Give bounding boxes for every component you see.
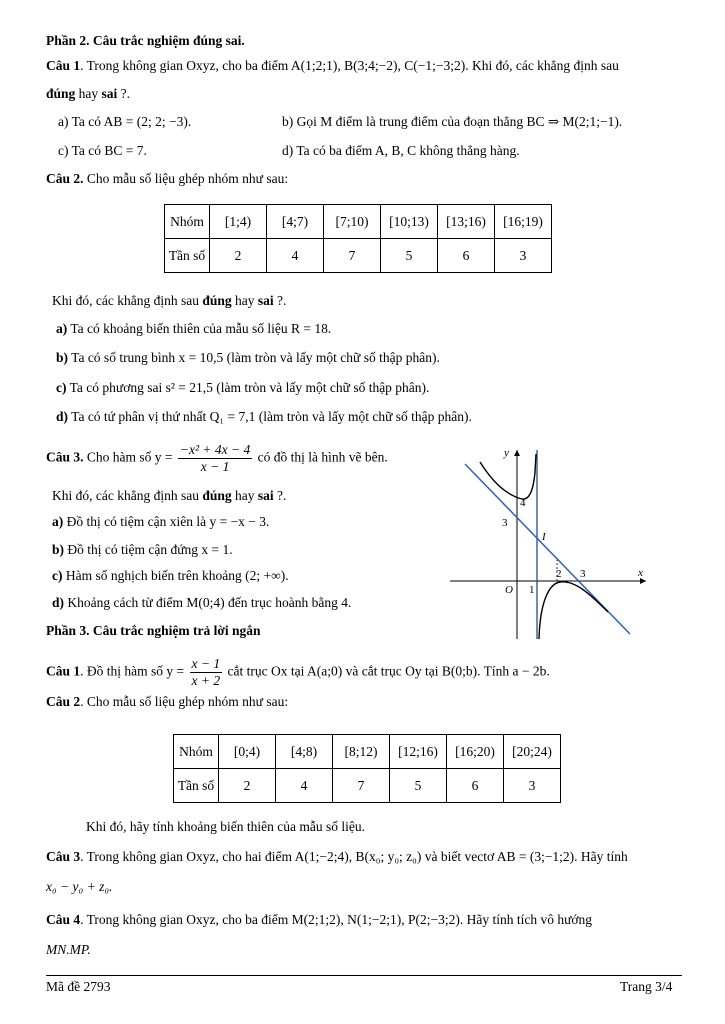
- q3-line: Câu 3. Cho hàm số y = $\frac{\text{−x² + 4x − 4}}{x - 1}$ có đồ thị là hình vẽ bên.: [46, 442, 388, 474]
- q3-fraction: $\frac{\text{−x² + 4x − 4}}{x - 1}$: [179, 442, 251, 474]
- table-row: Nhóm [0;4) [4;8) [8;12) [12;16) [16;20) [20;24): [174, 735, 561, 769]
- p3q2-after: Khi đó, hãy tính khoảng biến thiên của mẫu số liệu.: [86, 819, 365, 834]
- part2-title: Phần 2. Câu trắc nghiệm đúng sai.: [46, 33, 245, 48]
- p3q4-line1: Câu 4. Trong không gian Oxyz, cho ba điểm M(2;1;2), N(1;−2;1), P(2;−3;2). Hãy tính tích vô hướng: [46, 912, 593, 927]
- exam-code: Mã đề 2793: [46, 979, 111, 994]
- p3q1-fraction: $\frac{x - 1}{x + 2}$: [191, 656, 221, 688]
- q1-option-c: c) Ta có BC = 7.: [58, 143, 147, 158]
- table-row: Tần số 2 4 7 5 6 3: [165, 239, 552, 273]
- p3q3-line2: x₀ − y₀ + z₀.: [46, 879, 113, 894]
- point-i-label: I: [542, 531, 546, 543]
- p3q1-line: Câu 1. Đồ thị hàm số y = $\frac{x - 1}{x + 2}$ cắt trục Ox tại A(a;0) và cắt trục Oy tại B(0;b). Tính a − 2b.: [46, 656, 550, 688]
- q2-option-b: b) Ta có số trung bình x = 10,5 (làm tròn và lấy một chữ số thập phân).: [56, 350, 440, 365]
- q1-line2: đúng hay sai ?.: [46, 86, 131, 101]
- table-row: Tần số 2 4 7 5 6 3: [174, 769, 561, 803]
- tick-label-2: 2: [556, 568, 562, 580]
- q1-line1: [46, 57, 619, 75]
- q1-option-a: a) Ta có AB = (2; 2; −3).: [58, 114, 192, 129]
- origin-label: O: [505, 584, 513, 596]
- y-axis-label: y: [504, 447, 509, 459]
- q3-option-d: d) Khoảng cách từ điểm M(0;4) đến trục hoành bằng 4.: [52, 595, 352, 610]
- page-number: Trang 3/4: [620, 979, 673, 994]
- q2-option-c: c) Ta có phương sai s² = 21,5 (làm tròn và lấy một chữ số thập phân).: [56, 380, 430, 395]
- q2-label: Câu 2.: [46, 171, 84, 186]
- p3q2-line: Câu 2. Cho mẫu số liệu ghép nhóm như sau:: [46, 694, 289, 709]
- q2-option-d: d) Ta có tứ phân vị thứ nhất Q₁ = 7,1 (làm tròn và lấy một chữ số thập phân).: [56, 409, 472, 424]
- tick-label-1: 1: [529, 584, 535, 596]
- q3-label: Câu 3.: [46, 449, 84, 465]
- right-branch-curve: [539, 582, 608, 639]
- q2-option-a: a) Ta có khoảng biến thiên của mẫu số liệu R = 18.: [56, 321, 332, 336]
- tick-label-3x: 3: [580, 568, 586, 580]
- q3-intro: Khi đó, các khẳng định sau đúng hay sai ?.: [52, 488, 287, 503]
- p3q3-line1: Câu 3. Trong không gian Oxyz, cho hai điểm A(1;−2;4), B(x₀; y₀; z₀) và biết vectơ AB = (3;−1;2). Hãy tính: [46, 849, 628, 864]
- q1-option-b: b) Gọi M điểm là trung điểm của đoạn thẳng BC ⇒ M(2;1;−1).: [282, 114, 623, 129]
- p3q3-label: Câu 3: [46, 849, 81, 864]
- q1-option-d: d) Ta có ba điểm A, B, C không thẳng hàng.: [282, 143, 520, 158]
- q2-line: Câu 2. Cho mẫu số liệu ghép nhóm như sau:: [46, 171, 289, 186]
- function-graph: [450, 444, 680, 644]
- p3q2-frequency-table: [173, 734, 561, 803]
- p3q2-label: Câu 2: [46, 694, 81, 709]
- p3q4-label: Câu 4: [46, 912, 81, 927]
- tick-label-3: 3: [502, 517, 508, 529]
- table-row: Nhóm [1;4) [4;7) [7;10) [10;13) [13;16) [16;19): [165, 205, 552, 239]
- x-axis-label: x: [638, 567, 643, 579]
- left-branch-curve: [480, 454, 536, 499]
- q3-option-a: a) Đồ thị có tiệm cận xiên là y = −x − 3.: [52, 514, 270, 529]
- p3q1-label: Câu 1: [46, 663, 81, 679]
- footer-divider: [46, 975, 682, 976]
- q2-intro: Khi đó, các khẳng định sau đúng hay sai ?.: [52, 293, 287, 308]
- part3-title: Phần 3. Câu trắc nghiệm trả lời ngắn: [46, 623, 261, 638]
- q1-text: . Trong không gian Oxyz, cho ba điểm A(1;2;1), B(3;4;−2), C(−1;−3;2). Khi đó, các khẳng định sau: [80, 58, 619, 73]
- tick-label-4: 4: [520, 497, 526, 509]
- q3-option-c: c) Hàm số nghịch biến trên khoảng (2; +∞).: [52, 568, 289, 583]
- p3q4-line2: MN.MP.: [46, 942, 91, 957]
- q2-frequency-table: [164, 204, 552, 273]
- q1-label: Câu 1: [46, 58, 81, 73]
- q3-option-b: b) Đồ thị có tiệm cận đứng x = 1.: [52, 542, 233, 557]
